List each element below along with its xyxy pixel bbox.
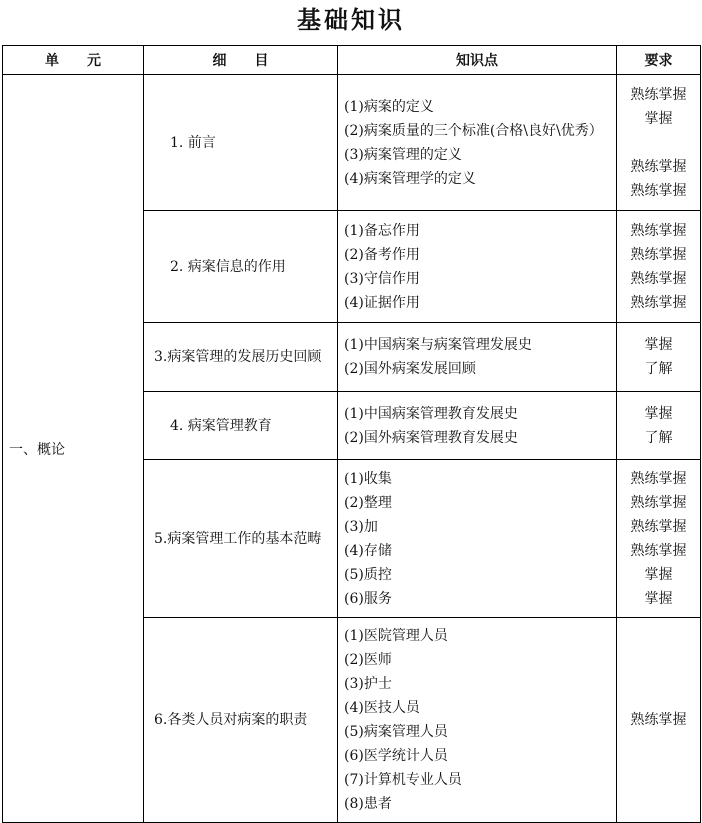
point-item: (2)国外病案管理教育发展史: [344, 429, 518, 446]
point-item: (1)医院管理人员: [344, 628, 448, 644]
header-unit: 单 元: [3, 46, 144, 75]
points-cell: [338, 211, 617, 323]
point-item: (6)医学统计人员: [344, 748, 448, 764]
header-requirement: 要求: [617, 46, 701, 75]
header-topic: 细 目: [144, 46, 338, 75]
topic-cell: 1. 前言: [144, 75, 338, 211]
topic-cell: 5.病案管理工作的基本范畴: [144, 460, 338, 618]
topic-cell: 3.病案管理的发展历史回顾: [144, 323, 338, 392]
requirement-item: 熟练掌握: [630, 246, 687, 263]
points-cell: [338, 75, 617, 211]
requirement-cell: [617, 75, 701, 211]
point-item: (4)存储: [344, 542, 392, 559]
point-item: (3)护士: [344, 676, 392, 692]
page-title: 基础知识: [297, 6, 405, 34]
point-item: (1)中国病案与病案管理发展史: [344, 337, 532, 353]
requirement-item: 掌握: [644, 337, 673, 353]
points-cell: [338, 460, 617, 618]
syllabus-table: [2, 45, 701, 823]
point-item: (2)病案质量的三个标准(合格\良好\优秀）: [344, 122, 603, 139]
requirement-item: 熟练掌握: [630, 158, 687, 175]
requirement-item: 熟练掌握: [630, 222, 687, 239]
requirement-item: 熟练掌握: [630, 182, 687, 199]
header-points: 知识点: [338, 46, 617, 75]
point-item: (1)中国病案管理教育发展史: [344, 405, 518, 422]
requirement-item: 熟练掌握: [630, 294, 687, 311]
points-cell: [338, 392, 617, 460]
requirement-item: 熟练掌握: [630, 494, 687, 511]
header-row: [3, 46, 701, 75]
requirement-item: 掌握: [644, 110, 673, 127]
requirement-item: 熟练掌握: [630, 542, 687, 559]
point-item: (3)加: [344, 518, 378, 535]
point-item: (2)医师: [344, 652, 392, 668]
requirement-item: 掌握: [644, 566, 673, 583]
unit-cell: 一、概论: [3, 75, 144, 823]
point-item: (5)质控: [344, 566, 392, 583]
requirement-item: 掌握: [644, 405, 673, 422]
table-row: [3, 75, 701, 211]
point-item: (4)病案管理学的定义: [344, 170, 476, 187]
point-item: (7)计算机专业人员: [344, 772, 462, 788]
requirement-cell: [617, 323, 701, 392]
point-item: (1)收集: [344, 470, 392, 487]
requirement-cell: [617, 392, 701, 460]
requirement-item: 了解: [644, 429, 673, 446]
point-item: (6)服务: [344, 590, 392, 607]
point-item: (4)医技人员: [344, 700, 420, 716]
topic-cell: 4. 病案管理教育: [144, 392, 338, 460]
point-item: (5)病案管理人员: [344, 724, 448, 740]
requirement-gap: [619, 131, 698, 155]
point-item: (1)备忘作用: [344, 222, 420, 239]
points-cell: [338, 618, 617, 823]
points-cell: [338, 323, 617, 392]
point-item: (8)患者: [344, 796, 392, 812]
requirement-item: 了解: [644, 361, 673, 377]
point-item: (2)整理: [344, 494, 392, 511]
point-item: (2)备考作用: [344, 246, 420, 263]
requirement-item: 熟练掌握: [630, 470, 687, 487]
requirement-cell: [617, 211, 701, 323]
requirement-item: 熟练掌握: [630, 270, 687, 287]
topic-cell: 2. 病案信息的作用: [144, 211, 338, 323]
point-item: (4)证据作用: [344, 294, 420, 311]
point-item: (1)病案的定义: [344, 98, 434, 115]
point-item: (3)守信作用: [344, 270, 420, 287]
topic-cell: 6.各类人员对病案的职责: [144, 618, 338, 823]
requirement-item: 熟练掌握: [630, 86, 687, 103]
requirement-cell: [617, 618, 701, 823]
requirement-cell: [617, 460, 701, 618]
point-item: (3)病案管理的定义: [344, 146, 462, 163]
point-item: (2)国外病案发展回顾: [344, 361, 476, 377]
requirement-item: 熟练掌握: [630, 712, 687, 728]
requirement-item: 熟练掌握: [630, 518, 687, 535]
requirement-item: 掌握: [644, 590, 673, 607]
